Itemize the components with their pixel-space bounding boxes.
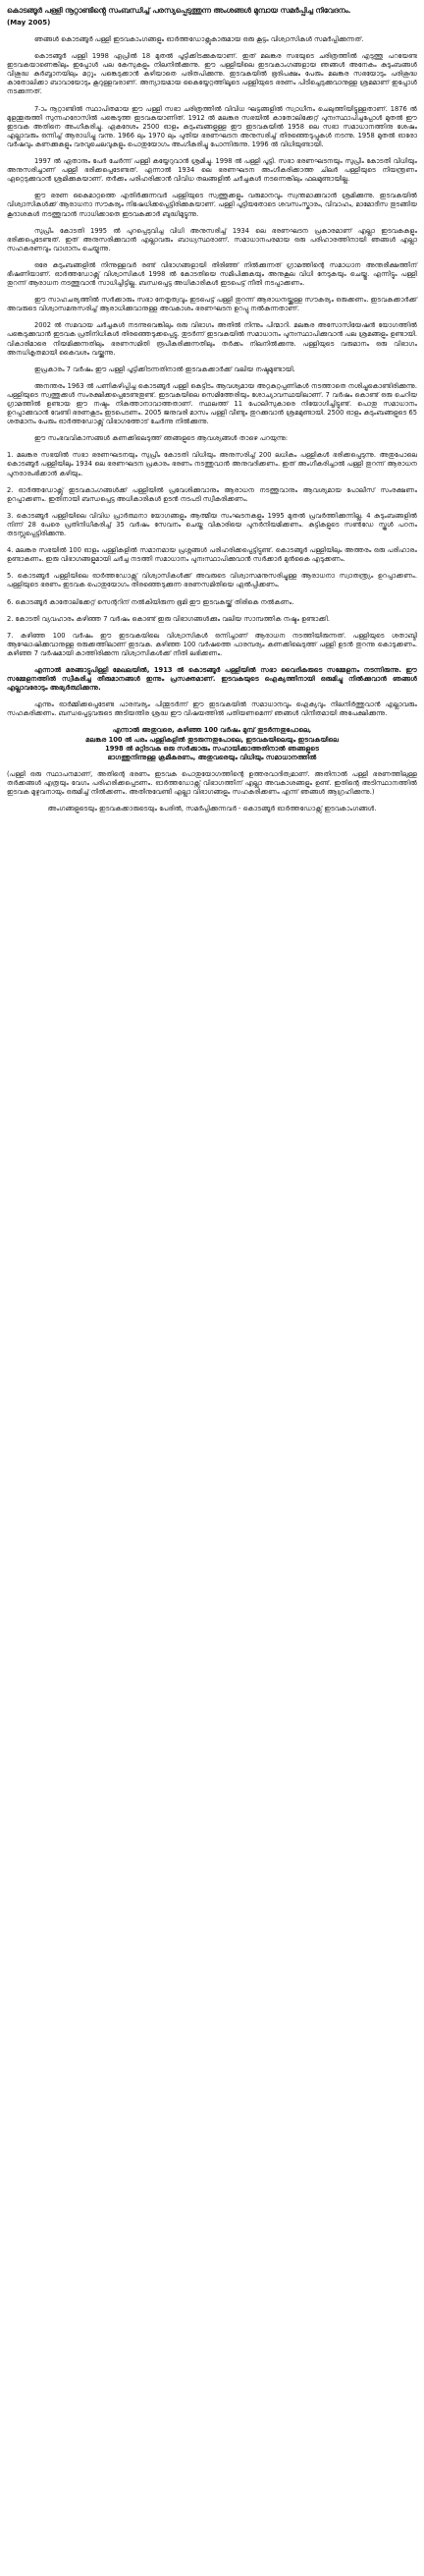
document-date: (May 2005) bbox=[7, 19, 51, 27]
history-paragraph: എന്നാൽ മരങ്ങാട്ടുപിള്ളി മേഖലയിൽ, 1913 ൽ കൊടങ്ങൂർ പള്ളിയിൽ സഭാ വൈദികരുടെ സമ്മേളനം നടന്നിരുന്നു. ഈ സമ്മേളനത്തിൽ സ്വീകരിച്ച തീരുമാനങ്ങൾ ഇന്നും പ്രസക്തമാണ്. ഇടവകയുടെ ഐക്യത്തിനായി ഒരുമിച്ചു നിൽക്കുവാൻ ഞങ്ങൾ എല്ലാവരോടും അഭ്യർത്ഥിക്കുന്നു. bbox=[7, 665, 417, 693]
intro-paragraph: ഞങ്ങൾ കൊടങ്ങൂർ പള്ളി ഇടവകാംഗങ്ങളും ഓർത്തഡോക്സുകാരുമായ ഒരു കൂട്ടം വിശ്വാസികൾ സമർപ്പിക്കുന്നത്. bbox=[34, 35, 364, 43]
demand-item: 3. കൊടങ്ങൂർ പള്ളിയിലെ വിവിധ പ്രാർത്ഥനാ യോഗങ്ങളും ആത്മീയ സംഘടനകളും 1995 മുതൽ പ്രവർത്തിക്കുന്നില്ല. 4 കുടുംബങ്ങളിൽ നിന്ന് 28 പേരെ പ്രതിനിധീകരിച്ച് 35 വർഷം സേവനം ചെയ്ത വികാരിയെ പുനർനിയമിക്കണം. കുട്ടികളുടെ സൺഡേ സ്കൂൾ പഠനം തടസ്സപ്പെട്ടിരിക്കുന്നു. bbox=[7, 511, 417, 538]
demand-item: 4. മലങ്കര സഭയിൽ 100 ഓളം പള്ളികളിൽ സമാനമായ പ്രശ്നങ്ങൾ പരിഹരിക്കപ്പെട്ടിട്ടുണ്ട്. കൊടങ്ങൂർ പള്ളിയിലും അത്തരം ഒരു പരിഹാരം ഉണ്ടാകണം. ഇരു വിഭാഗങ്ങളുമായി ചർച്ച നടത്തി സമാധാനം പുനഃസ്ഥാപിക്കുവാൻ സർക്കാർ മുൻകൈ എടുക്കണം. bbox=[7, 546, 417, 564]
centered-line: 1998 ൽ മറ്റിടവക ഒരു സർക്കാരും സഹായിക്കാത്തതിനാൽ ഞങ്ങളുടെ bbox=[105, 744, 319, 753]
centered-line: എന്നാൽ അതുവരെ, കഴിഞ്ഞ 100 വർഷം മുമ്പ് തുടർന്നതുപോലെ, bbox=[112, 726, 312, 735]
body-paragraph: 7-ാം നൂറ്റാണ്ടിൽ സ്ഥാപിതമായ ഈ പള്ളി സഭാ ചരിത്രത്തിൽ വിവിധ ഘട്ടങ്ങളിൽ സ്വാധീനം ചെലുത്തിയിട്ടുള്ളതാണ്. 1876 ൽ മുളന്തുരുത്തി സുന്നഹദോസിൽ പങ്കെടുത്ത ഇടവകയാണിത്. 1912 ൽ മലങ്കര സഭയിൽ കാതോലിക്കേറ്റ് പുനഃസ്ഥാപിച്ചപ്പോൾ മുതൽ ഈ ഇടവക അതിനെ അംഗീകരിച്ചു. ഏകദേശം 2500 ഓളം കുടുംബങ്ങളുള്ള ഈ ഇടവകയിൽ 1958 ലെ സഭാ സമാധാനത്തിനു ശേഷം എല്ലാവരും ഒന്നിച്ച് ആരാധിച്ചു വന്നു. 1966 ലും 1970 ലും പുതിയ ഭരണഘടന അനുസരിച്ച് തിരഞ്ഞെടുപ്പുകൾ നടന്നു. 1958 മുതൽ ഓരോ വർഷവും കണക്കുകളും വരവുചെലവുകളും പൊതുയോഗം അംഗീകരിച്ചു പോന്നിരുന്നു. 1996 ൽ വിധിയുണ്ടായി. bbox=[7, 104, 417, 148]
petition-document bbox=[7, 5, 417, 813]
appeal-paragraph: എന്നും ഓർമ്മിക്കപ്പെടേണ്ട പാരമ്പര്യം പിന്തുടർന്ന് ഈ ഇടവകയിൽ സമാധാനവും ഐക്യവും നിലനിർത്തുവാൻ എല്ലാവരും സഹകരിക്കണം. ബന്ധപ്പെട്ടവരുടെ അടിയന്തിര ശ്രദ്ധ ഈ വിഷയത്തിൽ പതിയണമെന്ന് ഞങ്ങൾ വിനീതമായി അപേക്ഷിക്കുന്നു. bbox=[7, 700, 417, 718]
body-paragraph: ഈ ഭരണ കൈമാറ്റത്തെ എതിർക്കുന്നവർ പള്ളിയുടെ സ്വത്തുക്കളും വരുമാനവും സ്വന്തമാക്കുവാൻ ശ്രമിക്കുന്നു. ഇടവകയിൽ വിശ്വാസികൾക്ക് ആരാധനാ സൗകര്യം നിഷേധിക്കപ്പെട്ടിരിക്കുകയാണ്. പള്ളി പൂട്ടിയതോടെ ശവസംസ്കാരം, വിവാഹം, മാമോദീസ തുടങ്ങിയ കൂദാശകൾ നടത്തുവാൻ സാധിക്കാതെ ഇടവകക്കാർ ബുദ്ധിമുട്ടുന്നു. bbox=[7, 192, 417, 218]
body-paragraph: ഈ സാഹചര്യത്തിൽ സർക്കാരും സഭാ നേതൃത്വവും ഇടപെട്ട് പള്ളി തുറന്ന് ആരാധനയ്ക്കുള്ള സൗകര്യം ഒരുക്കണം. ഇടവകക്കാർക്ക് അവരുടെ വിശ്വാസമനുസരിച്ച് ആരാധിക്കുവാനുള്ള അവകാശം ഭരണഘടന ഉറപ്പു നൽകുന്നതാണ്. bbox=[7, 296, 417, 313]
demand-item: 2. ഓർത്തഡോക്സ് ഇടവകാംഗങ്ങൾക്ക് പള്ളിയിൽ പ്രവേശിക്കുവാനും ആരാധന നടത്തുവാനും ആവശ്യമായ പോലീസ് സംരക്ഷണം ഉറപ്പാക്കണം. ഇതിനായി ബന്ധപ്പെട്ട അധികാരികൾ ഉടൻ നടപടി സ്വീകരിക്കണം. bbox=[7, 485, 417, 503]
demand-item: 1. മലങ്കര സഭയിൽ സഭാ ഭരണഘടനയും സുപ്രീം കോടതി വിധിയും അനുസരിച്ച് 200 ലധികം പള്ളികൾ ഭരിക്കപ്പെടുന്നു. അതുപോലെ കൊടങ്ങൂർ പള്ളിയിലും 1934 ലെ ഭരണഘടന പ്രകാരം ഭരണം നടത്തുവാൻ അനുവദിക്കണം. ഇത് അംഗീകരിച്ചാൽ പള്ളി തുറന്ന് ആരാധന പുനരാരംഭിക്കാൻ കഴിയും. bbox=[7, 451, 417, 477]
body-paragraph: സുപ്രീം കോടതി 1995 ൽ പുറപ്പെടുവിച്ച വിധി അനുസരിച്ച് 1934 ലെ ഭരണഘടന പ്രകാരമാണ് എല്ലാ ഇടവകകളും ഭരിക്കപ്പെടേണ്ടത്. ഇത് അനുസരിക്കുവാൻ എല്ലാവരും ബാധ്യസ്ഥരാണ്. സമാധാനപരമായ ഒരു പരിഹാരത്തിനായി ഞങ്ങൾ എല്ലാ സഹകരണവും വാഗ്ദാനം ചെയ്യുന്നു. bbox=[7, 226, 417, 252]
demand-item: 6. കൊടങ്ങൂർ കാതോലിക്കേറ്റ് സെന്ററിന് നൽകിയിരുന്ന ഭൂമി ഈ ഇടവകയ്ക്ക് തിരികെ നൽകണം. bbox=[7, 597, 294, 606]
demand-item: 5. കൊടങ്ങൂർ പള്ളിയിലെ ഓർത്തഡോക്സ് വിശ്വാസികൾക്ക് അവരുടെ വിശ്വാസമനുസരിച്ചുള്ള ആരാധനാ സ്വാതന്ത്ര്യം ഉറപ്പാക്കണം. പള്ളിയുടെ ഭരണം ഇടവക പൊതുയോഗം തിരഞ്ഞെടുക്കുന്ന ഭരണസമിതിയെ ഏൽപ്പിക്കണം. bbox=[7, 572, 417, 589]
demand-item: 2. കോടതി വ്യവഹാരം കഴിഞ്ഞ 7 വർഷം കൊണ്ട് ഇരു വിഭാഗങ്ങൾക്കും വലിയ സാമ്പത്തിക നഷ്ടം ഉണ്ടാക്കി. bbox=[7, 614, 330, 623]
demands-intro: ഈ സംഭവവികാസങ്ങൾ കണക്കിലെടുത്ത് ഞങ്ങളുടെ ആവശ്യങ്ങൾ താഴെ പറയുന്നു: bbox=[34, 434, 289, 443]
closing-paragraph: (പള്ളി ഒരു സ്ഥാപനമാണ്, അതിന്റെ ഭരണം ഇടവക പൊതുയോഗത്തിന്റെ ഉത്തരവാദിത്വമാണ്. അതിനാൽ പള്ളി ഭരണത്തിലുള്ള തർക്കങ്ങൾ എത്രയും വേഗം പരിഹരിക്കപ്പെടണം. ഓർത്തഡോക്സ് വിഭാഗത്തിന് എല്ലാ അവകാശങ്ങളും ഉണ്ട്. ഇതിന്റെ അടിസ്ഥാനത്തിൽ ഇടവക മുഴുവനായും ഒരുമിച്ച് നിൽക്കണം. അതിനുവേണ്ടി എല്ലാ വിഭാഗങ്ങളും സഹകരിക്കണം എന്ന് ഞങ്ങൾ ആഗ്രഹിക്കുന്നു.) bbox=[7, 769, 417, 796]
centered-line: മലങ്കര 100 ൽ പരം പള്ളികളിൽ തുടരുന്നതുപോലെ, ഇടവകയിലെയും ഇടവകയിലെ bbox=[85, 735, 339, 744]
signature-line: അംഗങ്ങളുടെയും ഇടവകക്കാരുടെയും പേരിൽ, സമർപ്പിക്കുന്നവർ - കൊടങ്ങൂർ ഓർത്തഡോക്സ് ഇടവകാംഗങ്ങൾ. bbox=[47, 805, 377, 813]
centered-line: ഭാഗത്തുനിന്നുള്ള ക്രമീകരണം, അതുവരെയും വിധിയും സമാധാനത്തിൽ bbox=[107, 753, 317, 761]
demand-item: 7. കഴിഞ്ഞ 100 വർഷം ഈ ഇടവകയിലെ വിശ്വാസികൾ ഒന്നിച്ചാണ് ആരാധന നടത്തിയിരുന്നത്. പള്ളിയുടെ ശതാബ്ദി ആഘോഷിക്കുവാനുള്ള ഒരുക്കത്തിലാണ് ഇടവക. കഴിഞ്ഞ 100 വർഷത്തെ പാരമ്പര്യം കണക്കിലെടുത്ത് പള്ളി ഉടൻ തുറന്നു കൊടുക്കണം. കഴിഞ്ഞ 7 വർഷമായി കാത്തിരിക്കുന്ന വിശ്വാസികൾക്ക് നീതി ലഭിക്കണം. bbox=[7, 631, 417, 657]
body-paragraph: 2002 ൽ സമവായ ചർച്ചകൾ നടന്നുവെങ്കിലും ഒരു വിഭാഗം അതിൽ നിന്നും പിന്മാറി. മലങ്കര അസോസിയേഷൻ യോഗത്തിൽ പങ്കെടുക്കുവാൻ ഇടവക പ്രതിനിധികൾ തിരഞ്ഞെടുക്കപ്പെട്ടു. തുടർന്ന് ഇടവകയിൽ സമാധാനം പുനഃസ്ഥാപിക്കുവാൻ പല ശ്രമങ്ങളും ഉണ്ടായി. വികാരിമാരെ നിയമിക്കുന്നതിലും ഭരണസമിതി രൂപീകരിക്കുന്നതിലും തർക്കം നിലനിൽക്കുന്നു. പള്ളിയുടെ വരുമാനം ഒരു വിഭാഗം അനധികൃതമായി കൈവശം വയ്ക്കുന്നു. bbox=[7, 321, 417, 357]
body-paragraph: ഇപ്രകാരം 7 വർഷം ഈ പള്ളി പൂട്ടിക്കിടന്നതിനാൽ ഇടവകക്കാർക്ക് വലിയ നഷ്ടമുണ്ടായി. bbox=[34, 364, 295, 373]
document-title: കൊടങ്ങൂർ പള്ളി നൂറ്റാണ്ടിൻ്റെ സംബന്ധിച്ച് പരസ്യപ്പെടുത്തുന്ന അംശങ്ങൾ മുമ്പായ സമർപ്പിച്ച നിവേദനം. bbox=[7, 6, 351, 15]
body-paragraph: 1997 ൽ ഏതാനും പേർ ചേർന്ന് പള്ളി കയ്യേറുവാൻ ശ്രമിച്ചു. 1998 ൽ പള്ളി പൂട്ടി. സഭാ ഭരണഘടനയും സുപ്രീം കോടതി വിധിയും അനുസരിച്ചാണ് പള്ളി ഭരിക്കപ്പെടേണ്ടത്. എന്നാൽ 1934 ലെ ഭരണഘടന അംഗീകരിക്കാത്ത ചിലർ പള്ളിയുടെ നിയന്ത്രണം ഏറ്റെടുക്കുവാൻ ശ്രമിക്കുകയാണ്. തർക്കം പരിഹരിക്കാൻ വിവിധ തലങ്ങളിൽ ചർച്ചകൾ നടന്നെങ്കിലും ഫലമുണ്ടായില്ല. bbox=[7, 157, 417, 184]
body-paragraph: അനന്തരം 1963 ൽ പണികഴിപ്പിച്ച കൊടങ്ങൂർ പള്ളി കെട്ടിടം ആവശ്യമായ അറ്റകുറ്റപ്പണികൾ നടത്താതെ നശിച്ചുകൊണ്ടിരിക്കുന്നു. പള്ളിയുടെ സ്വത്തുക്കൾ സംരക്ഷിക്കപ്പെടേണ്ടതുണ്ട്. ഇടവകയിലെ സെമിത്തേരിയും ശോച്യാവസ്ഥയിലാണ്. 7 വർഷം കൊണ്ട് ഒരു ചെറിയ ഗ്രാമത്തിൽ ഉണ്ടായ ഈ നഷ്ടം നികത്താനാവാത്തതാണ്. സ്ഥലത്ത് 11 പോലീസുകാരെ നിയോഗിച്ചിട്ടുണ്ട്. പൊതു സമാധാനം ഉറപ്പാക്കുവാൻ വേണ്ടി ഭരണകൂടം ഇടപെടണം. 2005 ജനുവരി മാസം പള്ളി വീണ്ടും തുറക്കുവാൻ ശ്രമമുണ്ടായി. 2500 ഓളം കുടുംബങ്ങളുടെ 65 ശതമാനം പേരും ഓർത്തഡോക്സ് വിഭാഗത്തോട് ചേർന്നു നിൽക്കുന്നു. bbox=[7, 381, 417, 426]
body-paragraph: കൊടങ്ങൂർ പള്ളി 1998 ഏപ്രിൽ 18 മുതൽ പൂട്ടിക്കിടക്കുകയാണ്. ഇത് മലങ്കര സഭയുടെ ചരിത്രത്തിൽ എടുത്തു പറയേണ്ട ഇടവകയാണെങ്കിലും ഇപ്പോൾ പല കേസുകളും നിലനിൽക്കുന്നു. ഈ പള്ളിയിലെ ഇടവകാംഗങ്ങളായ ഞങ്ങൾ അനേകം കുടുംബങ്ങൾ വിശുദ്ധ കുർബ്ബാനയിലും മറ്റും പങ്കെടുക്കാൻ കഴിയാതെ പരിതപിക്കുന്നു. ഇടവകയിൽ ഭൂരിപക്ഷം പേരും മലങ്കര സഭയോടും പരിശുദ്ധ കാതോലിക്കാ ബാവായോടും കൂറുള്ളവരാണ്. അന്യായമായ കൈയ്യേറ്റത്തിലൂടെ പള്ളിയുടെ ഭരണം പിടിച്ചെടുക്കുവാനുള്ള ശ്രമമാണ് ഇപ്പോൾ നടക്കുന്നത്. bbox=[7, 52, 417, 96]
centered-block bbox=[7, 726, 417, 761]
body-paragraph: ഒരേ കുടുംബങ്ങളിൽ നിന്നുള്ളവർ രണ്ട് വിഭാഗങ്ങളായി തിരിഞ്ഞ് നിൽക്കുന്നത് ഗ്രാമത്തിന്റെ സമാധാന അന്തരീക്ഷത്തിന് ഭീഷണിയാണ്. ഓർത്തഡോക്സ് വിശ്വാസികൾ 1998 ൽ കോടതിയെ സമീപിക്കുകയും അനുകൂല വിധി നേടുകയും ചെയ്തു. എന്നിട്ടും പള്ളി തുറന്ന് ആരാധന നടത്തുവാൻ സാധിച്ചിട്ടില്ല. ബന്ധപ്പെട്ട അധികാരികൾ ഇടപെട്ട് നീതി നടപ്പാക്കണം. bbox=[7, 260, 417, 288]
